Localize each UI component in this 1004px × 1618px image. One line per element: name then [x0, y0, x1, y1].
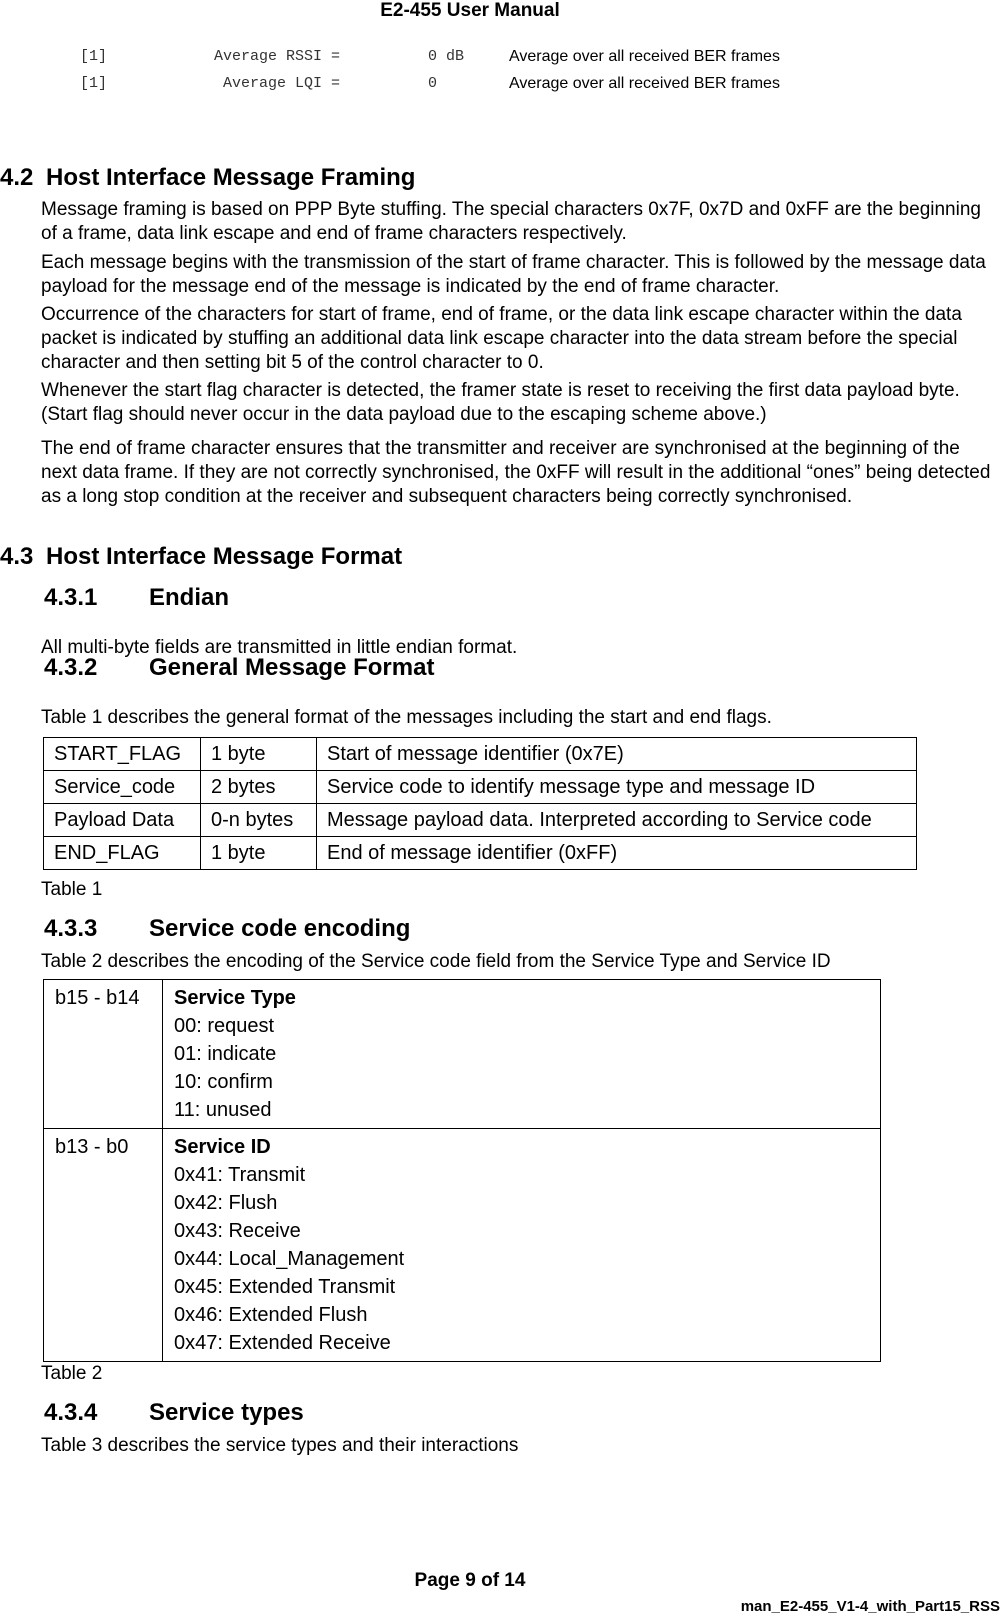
- log-value: 0: [428, 75, 438, 92]
- paragraph: All multi-byte fields are transmitted in little endian format.: [41, 637, 518, 658]
- table-cell: Start of message identifier (0x7E): [317, 738, 917, 771]
- list-item: 0x43: Receive: [174, 1220, 301, 1242]
- table-row: [44, 980, 881, 1129]
- paragraph: Table 3 describes the service types and their interactions: [41, 1435, 519, 1456]
- log-description: Average over all received BER frames: [509, 75, 780, 92]
- list-item: 0x42: Flush: [174, 1192, 278, 1214]
- log-label: Average LQI =: [223, 75, 341, 92]
- table-caption: Table 2: [41, 1363, 103, 1384]
- section-heading-4-3-4: 4.3.4 Service types: [44, 1399, 304, 1426]
- section-heading-4-3-3: 4.3.3 Service code encoding: [44, 915, 411, 942]
- document-title: E2-455 User Manual: [380, 0, 560, 21]
- table-cell: Message payload data. Interpreted according to Service code: [317, 804, 917, 837]
- list-item: 10: confirm: [174, 1071, 273, 1093]
- table-cell: End of message identifier (0xFF): [317, 837, 917, 870]
- list-item: 11: unused: [174, 1099, 272, 1121]
- list-item: 0x44: Local_Management: [174, 1248, 405, 1270]
- table-cell: Service code to identify message type and message ID: [317, 771, 917, 804]
- table-cell: 1 byte: [201, 738, 317, 771]
- list-item: 0x41: Transmit: [174, 1164, 306, 1186]
- paragraph: Whenever the start flag character is detected, the framer state is reset to receiving the first data payload byte. (Start flag should never occur in the data payload due to the escaping scheme above.): [41, 380, 960, 425]
- table-row: [44, 837, 917, 870]
- section-heading-4-3-2: 4.3.2 General Message Format: [44, 654, 435, 681]
- paragraph: Message framing is based on PPP Byte stuffing. The special characters 0x7F, 0x7D and 0xFF are the beginning of a frame, data link escape and end of frame characters respectively.: [41, 199, 981, 244]
- table-row: [44, 804, 917, 837]
- section-heading-4-3-1: 4.3.1 Endian: [44, 584, 230, 611]
- paragraph: The end of frame character ensures that the transmitter and receiver are synchronised at the beginning of the next data frame. If they are not correctly synchronised, the 0xFF will result in the additional “ones” being detected as a long stop condition at the receiver and subsequent characters being correctly synchronised.: [41, 438, 991, 507]
- bits-cell: b15 - b14: [44, 980, 163, 1129]
- section-heading-4-2: 4.2 Host Interface Message Framing: [0, 164, 416, 191]
- document-id: man_E2-455_V1-4_with_Part15_RSS: [740, 1598, 1000, 1615]
- log-index: [1]: [80, 75, 108, 92]
- table-caption: Table 1: [41, 879, 103, 900]
- list-item: 0x47: Extended Receive: [174, 1332, 391, 1354]
- log-value: 0 dB: [428, 48, 465, 65]
- log-description: Average over all received BER frames: [509, 48, 780, 65]
- general-message-format-table: [43, 737, 917, 870]
- section-heading-4-3: 4.3 Host Interface Message Format: [0, 543, 403, 570]
- log-line: [0, 75, 1004, 99]
- table-cell: 1 byte: [201, 837, 317, 870]
- service-code-encoding-table: [43, 979, 881, 1362]
- list-item: 0x45: Extended Transmit: [174, 1276, 396, 1298]
- list-item: 01: indicate: [174, 1043, 277, 1065]
- description-cell: [163, 980, 881, 1129]
- table-cell: START_FLAG: [44, 738, 201, 771]
- page-number: Page 9 of 14: [414, 1570, 526, 1591]
- table-cell: Service_code: [44, 771, 201, 804]
- table-cell: Payload Data: [44, 804, 201, 837]
- table-row: [44, 771, 917, 804]
- log-label: Average RSSI =: [214, 48, 341, 65]
- description-cell: [163, 1129, 881, 1362]
- paragraph: Table 1 describes the general format of the messages including the start and end flags.: [41, 707, 772, 728]
- table-cell: END_FLAG: [44, 837, 201, 870]
- table-cell: 0-n bytes: [201, 804, 317, 837]
- table-row: [44, 1129, 881, 1362]
- cell-heading: Service ID: [174, 1136, 271, 1158]
- bits-cell: b13 - b0: [44, 1129, 163, 1362]
- cell-heading: Service Type: [174, 987, 296, 1009]
- paragraph: Occurrence of the characters for start of frame, end of frame, or the data link escape character within the data packet is indicated by stuffing an additional data link escape character into the data stream before the special character and then setting bit 5 of the control character to 0.: [41, 304, 962, 373]
- table-row: [44, 738, 917, 771]
- paragraph: Table 2 describes the encoding of the Service code field from the Service Type and Service ID: [41, 951, 831, 972]
- log-line: [0, 48, 1004, 72]
- table-cell: 2 bytes: [201, 771, 317, 804]
- list-item: 00: request: [174, 1015, 275, 1037]
- log-index: [1]: [80, 48, 108, 65]
- paragraph: Each message begins with the transmission of the start of frame character. This is followed by the message data payload for the message end of the message is indicated by the end of frame character.: [41, 252, 986, 297]
- list-item: 0x46: Extended Flush: [174, 1304, 368, 1326]
